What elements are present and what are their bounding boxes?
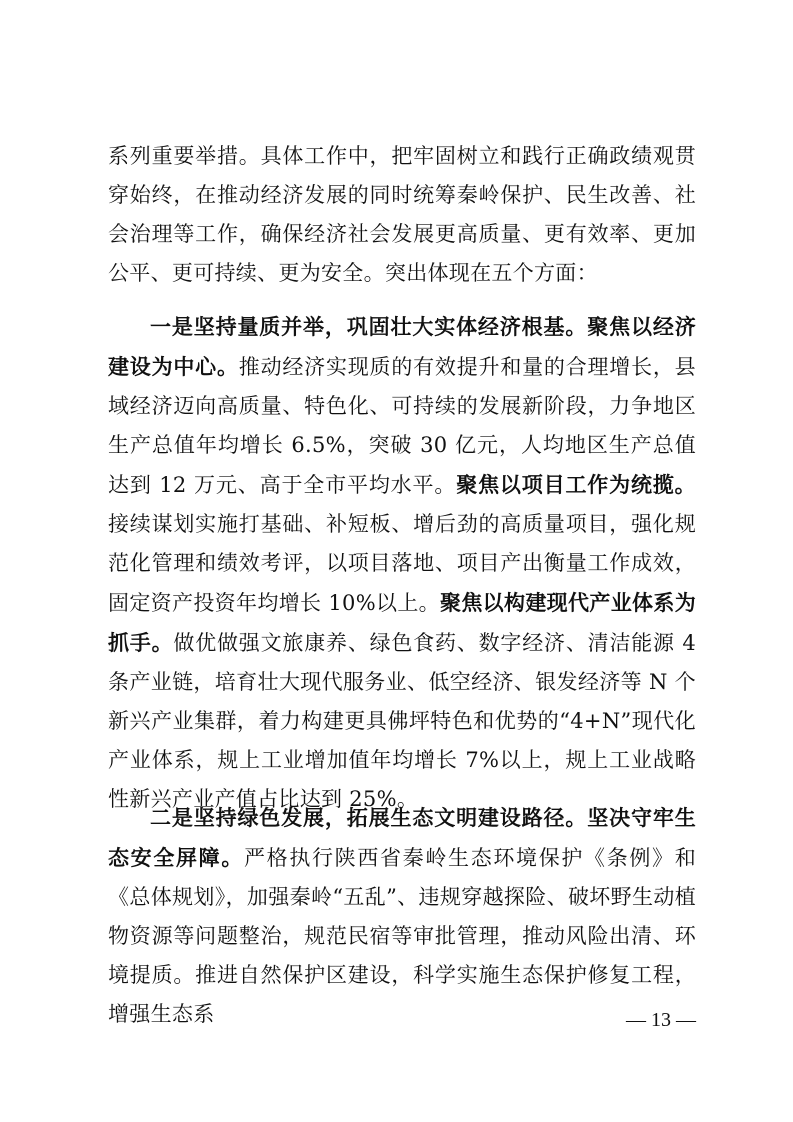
paragraph-intro-continuation bbox=[108, 137, 696, 293]
subsection-title-economic-construction: 聚焦以经济建设为中心。 bbox=[108, 314, 696, 379]
paragraph-quality-growth bbox=[108, 307, 696, 819]
subsection-text-industry-system: 做优做强文旅康养、绿色食药、数字经济、清洁能源 4 条产业链，培育壮大现代服务业、低空经济、银发经济等 N 个新兴产业集群，着力构建更具佛坪特色和优势的“4+N”现代化产业体系，规上工业增加值年均增长 7%以上，规上工业战略性新兴产业产值占比达到 25%。 bbox=[108, 631, 696, 811]
section-heading-1: 一是坚持量质并举，巩固壮大实体经济根基。 bbox=[150, 314, 588, 339]
section-heading-2: 二是坚持绿色发展，拓展生态文明建设路径。 bbox=[150, 805, 588, 830]
subsection-text-ecological-security: 严格执行陕西省秦岭生态环境保护《条例》和《总体规划》，加强秦岭“五乱”、违规穿越探险、破坏野生动植物资源等问题整治，规范民宿等审批管理，推动风险出清、环境提质。推进自然保护区建设，科学实施生态保护修复工程，增强生态系 bbox=[108, 846, 696, 1026]
subsection-text-economic-construction: 推动经济实现质的有效提升和量的合理增长，县域经济迈向高质量、特色化、可持续的发展新阶段，力争地区生产总值年均增长 6.5%，突破 30 亿元，人均地区生产总值达到 12 万元、高于全市平均水平。 bbox=[108, 355, 696, 497]
paragraph-green-development bbox=[108, 798, 696, 1034]
subsection-text-projects: 接续谋划实施打基础、补短板、增后劲的高质量项目，强化规范化管理和绩效考评，以项目落地、项目产出衡量工作成效，固定资产投资年均增长 10%以上。 bbox=[108, 512, 696, 615]
paragraph-text: 系列重要举措。具体工作中，把牢固树立和践行正确政绩观贯穿始终，在推动经济发展的同时统筹秦岭保护、民生改善、社会治理等工作，确保经济社会发展更高质量、更有效率、更加公平、更可持续、更为安全。突出体现在五个方面： bbox=[108, 144, 696, 285]
subsection-title-industry-system: 聚焦以构建现代产业体系为抓手。 bbox=[108, 590, 696, 655]
subsection-title-projects: 聚焦以项目工作为统揽。 bbox=[456, 472, 696, 497]
page-number: — 13 — bbox=[626, 1009, 696, 1031]
subsection-title-ecological-security: 坚决守牢生态安全屏障。 bbox=[108, 805, 696, 870]
